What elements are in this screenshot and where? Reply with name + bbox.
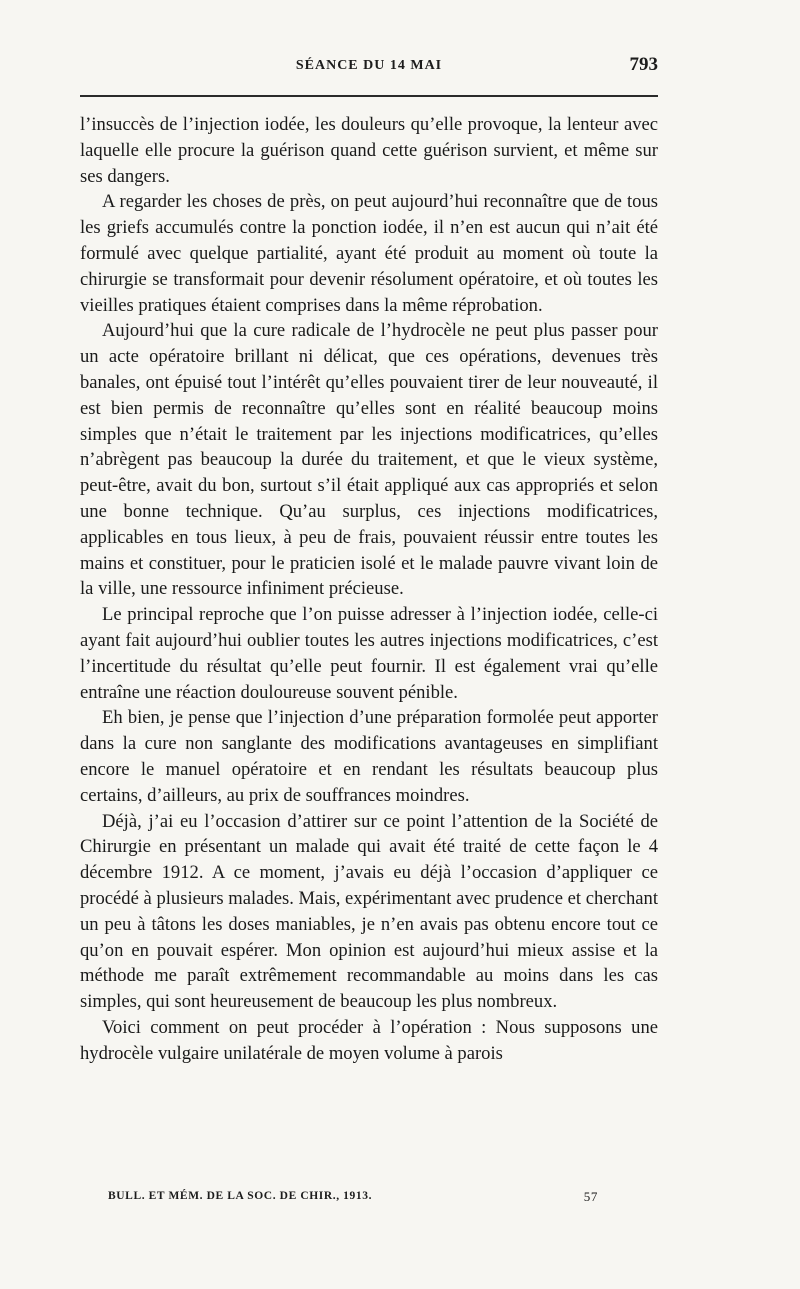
paragraph: Déjà, j’ai eu l’occasion d’attirer sur ce point l’attention de la Société de Chirurgie en présentant un malade qui avait été traité de cette façon le 4 décembre 1912. A ce moment, j’avais eu déjà l’occasion d’appliquer ce procédé à plusieurs malades. Mais, expérimentant avec prudence et cherchant un peu à tâtons les doses maniables, je n’en avais pas obtenu encore tout ce qu’on en pouvait espérer. Mon opinion est aujourd’hui mieux assise et la méthode me paraît extrêmement recommandable au moins dans les cas simples, qui sont heureusement de beaucoup les plus nombreux.: [80, 810, 658, 1013]
journal-signature: BULL. ET MÉM. DE LA SOC. DE CHIR., 1913.: [108, 1190, 373, 1202]
page-number: 793: [629, 54, 658, 75]
paragraph: A regarder les choses de près, on peut aujourd’hui reconnaître que de tous les griefs accumulés contre la ponction iodée, il n’en est aucun qui n’ait été formulé avec quelque partialité, ayant été produit au moment où toute la chirurgie se transformait pour devenir résolument opératoire, et où toutes les vieilles pratiques étaient comprises dans la même réprobation.: [80, 191, 658, 316]
page-footer: [108, 1190, 598, 1210]
paragraph: Eh bien, je pense que l’injection d’une préparation formolée peut apporter dans la cure non sanglante des modifications avantageuses en simplifiant encore le manuel opératoire et en rendant les résultats beaucoup plus certains, d’ailleurs, au prix de souffrances moindres.: [80, 707, 658, 806]
page-header: [80, 54, 658, 86]
paragraph: Aujourd’hui que la cure radicale de l’hydrocèle ne peut plus passer pour un acte opératoire brillant ni délicat, que ces opérations, devenues très banales, ont épuisé tout l’intérêt qu’elles pouvaient tirer de leur nouveauté, il est bien permis de reconnaître qu’elles sont en réalité beaucoup moins simples que n’était le traitement par les injections modificatrices, qu’elles n’abrègent pas beaucoup la durée du traitement, et que le vieux système, peut-être, avait du bon, surtout s’il était appliqué aux cas appropriés et selon une bonne technique. Qu’au surplus, ces injections modificatrices, applicables en tous lieux, à peu de frais, pouvaient réussir entre toutes les mains et constituer, pour le praticien isolé et le malade pauvre vivant loin de la ville, une ressource infiniment précieuse.: [80, 320, 658, 600]
body-text: [80, 112, 658, 1066]
header-rule: [80, 95, 658, 97]
paragraph: Voici comment on peut procéder à l’opération : Nous supposons une hydrocèle vulgaire unilatérale de moyen volume à parois: [80, 1016, 658, 1064]
running-title: SÉANCE DU 14 MAI: [295, 58, 443, 73]
paragraph: Le principal reproche que l’on puisse adresser à l’injection iodée, celle-ci ayant fait aujourd’hui oublier toutes les autres injections modificatrices, c’est l’incertitude du résultat qu’elle peut fournir. Il est également vrai qu’elle entraîne une réaction douloureuse souvent pénible.: [80, 604, 658, 703]
paragraph: l’insuccès de l’injection iodée, les douleurs qu’elle provoque, la lenteur avec laquelle elle procure la guérison quand cette guérison survient, et même sur ses dangers.: [80, 114, 658, 187]
sheet-number: 57: [583, 1189, 598, 1204]
